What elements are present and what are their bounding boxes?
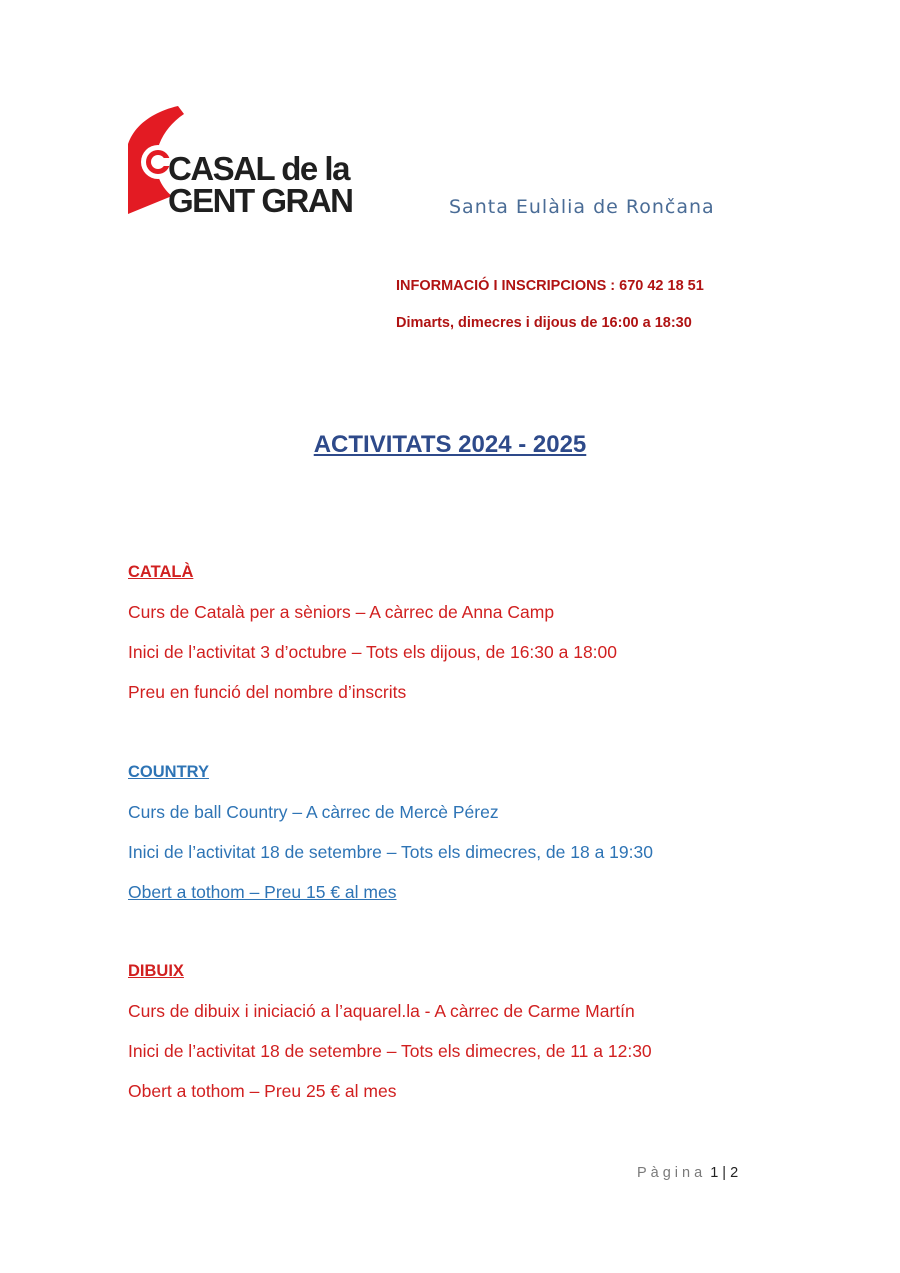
section-line: Curs de ball Country – A càrrec de Mercè Pérez — [128, 802, 499, 822]
logo-text-line2: GENT GRAN — [168, 182, 353, 219]
page-current: 1 — [710, 1165, 719, 1181]
section-line: Curs de Català per a sèniors – A càrrec de Anna Camp — [128, 602, 555, 622]
page-label: Pàgina — [637, 1165, 707, 1181]
page-title: ACTIVITATS 2024 - 2025 — [313, 431, 587, 458]
section-line: Obert a tothom – Preu 25 € al mes — [128, 1081, 397, 1101]
section-heading-dibuix: DIBUIX — [128, 962, 184, 980]
section-line: Inici de l’activitat 3 d’octubre – Tots els dijous, de 16:30 a 18:00 — [128, 642, 618, 662]
page-total: 2 — [730, 1165, 739, 1181]
section-line: Obert a tothom – Preu 15 € al mes — [128, 882, 397, 902]
info-contact-line: INFORMACIÓ I INSCRIPCIONS : 670 42 18 51 — [396, 278, 704, 294]
section-heading-country: COUNTRY — [128, 763, 209, 781]
town-name: Santa Eulàlia de Rončana — [449, 196, 715, 218]
section-heading-catala: CATALÀ — [128, 563, 194, 581]
page-separator: | — [722, 1165, 727, 1181]
page-footer — [637, 1165, 738, 1181]
casal-logo — [126, 104, 376, 218]
info-hours-line: Dimarts, dimecres i dijous de 16:00 a 18:30 — [396, 315, 692, 331]
logo-text-line1: CASAL de la — [168, 150, 349, 187]
section-line: Inici de l’activitat 18 de setembre – Tots els dimecres, de 18 a 19:30 — [128, 842, 653, 862]
section-line: Curs de dibuix i iniciació a l’aquarel.la - A càrrec de Carme Martín — [128, 1001, 635, 1021]
section-line: Preu en funció del nombre d’inscrits — [128, 682, 407, 702]
section-line: Inici de l’activitat 18 de setembre – Tots els dimecres, de 11 a 12:30 — [128, 1041, 652, 1061]
